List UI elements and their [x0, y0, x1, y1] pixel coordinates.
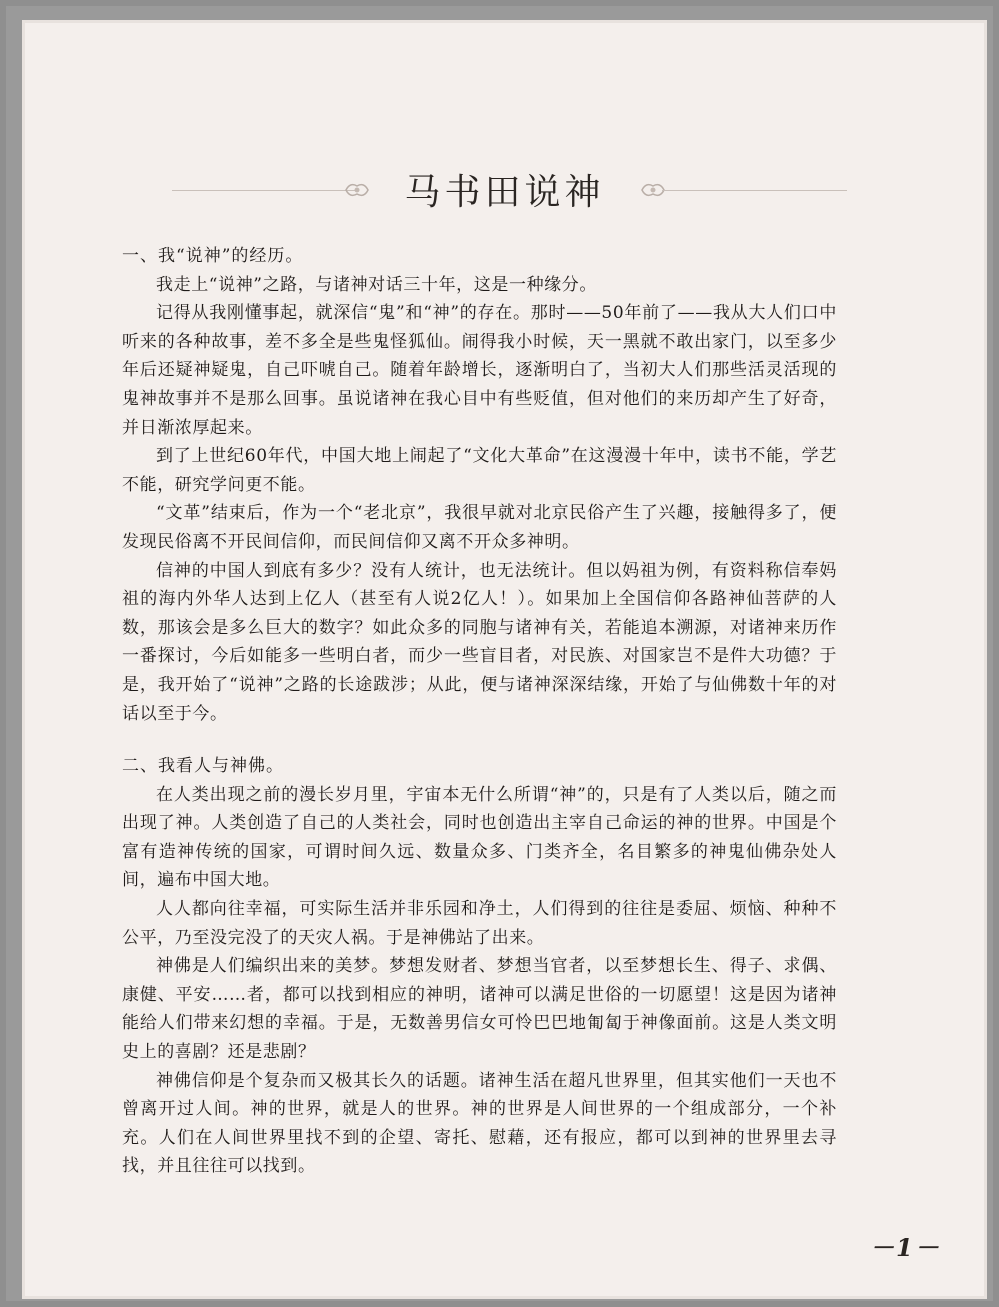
- document-page: [22, 20, 987, 1299]
- section-heading: 二、我看人与神佛。: [122, 756, 284, 776]
- title-block: [22, 160, 987, 220]
- paragraph: 在人类出现之前的漫长岁月里，宇宙本无什么所谓“神”的，只是有了人类以后，随之而出现了神。人类创造了自己的人类社会，同时也创造出主宰自己命运的神的世界。中国是个富有造神传统的国家，可谓时间久远、数量众多、门类齐全，名目繁多的神鬼仙佛杂处人间，遍布中国大地。: [122, 784, 837, 891]
- section-1: [122, 242, 837, 728]
- page-title: 马书田说神: [404, 172, 605, 213]
- paragraph: 人人都向往幸福，可实际生活并非乐园和净土，人们得到的往往是委屈、烦恼、种种不公平，乃至没完没了的天灾人祸。于是神佛站了出来。: [122, 898, 837, 948]
- paragraph: “文革”结束后，作为一个“老北京”，我很早就对北京民俗产生了兴趣，接触得多了，便发现民俗离不开民间信仰，而民间信仰又离不开众多神明。: [122, 503, 837, 552]
- page-frame: [6, 6, 993, 1301]
- paragraph: 神佛是人们编织出来的美梦。梦想发财者、梦想当官者，以至梦想长生、得子、求偶、康健、平安……者，都可以找到相应的神明，诸神可以满足世俗的一切愿望！这是因为诸神能给人们带来幻想的幸福。于是，无数善男信女可怜巴巴地匍匐于神像面前。这是人类文明史上的喜剧？还是悲剧？: [122, 956, 837, 1062]
- paragraph: 记得从我刚懂事起，就深信“鬼”和“神”的存在。那时——50年前了——我从大人们口中听来的各种故事，差不多全是些鬼怪狐仙。闹得我小时候，天一黑就不敢出家门，以至多少年后还疑神疑鬼，自己吓唬自己。随着年龄增长，逐渐明白了，当初大人们那些活灵活现的鬼神故事并不是那么回事。虽说诸神在我心目中有些贬值，但对他们的来历却产生了好奇，并日渐浓厚起来。: [122, 303, 837, 438]
- paragraph: 到了上世纪60年代，中国大地上闹起了“文化大革命”在这漫漫十年中，读书不能，学艺不能，研究学问更不能。: [122, 446, 837, 495]
- paragraph: 神佛信仰是个复杂而又极其长久的话题。诸神生活在超凡世界里，但其实他们一天也不曾离开过人间。神的世界，就是人的世界。神的世界是人间世界的一个组成部分，一个补充。人们在人间世界里找不到的企望、寄托、慰藉，还有报应，都可以到神的世界里去寻找，并且往往可以找到。: [122, 1070, 837, 1177]
- paragraph: 我走上“说神”之路，与诸神对话三十年，这是一种缘分。: [156, 274, 597, 295]
- ornament-line-right: [662, 190, 847, 191]
- paragraph: 信神的中国人到底有多少？没有人统计，也无法统计。但以妈祖为例，有资料称信奉妈祖的海内外华人达到上亿人（甚至有人说2亿人！）。如果加上全国信仰各路神仙菩萨的人数，那该会是多么巨大的数字？如此众多的同胞与诸神有关，若能追本溯源，对诸神来历作一番探讨，今后如能多一些明白者，而少一些盲目者，对民族、对国家岂不是件大功德？于是，我开始了“说神”之路的长途跋涉；从此，便与诸神深深结缘，开始了与仙佛数十年的对话以至于今。: [122, 560, 837, 724]
- page-number: －1－: [870, 1233, 941, 1262]
- section-heading: 一、我“说神”的经历。: [122, 246, 304, 266]
- section-2: [122, 752, 837, 1181]
